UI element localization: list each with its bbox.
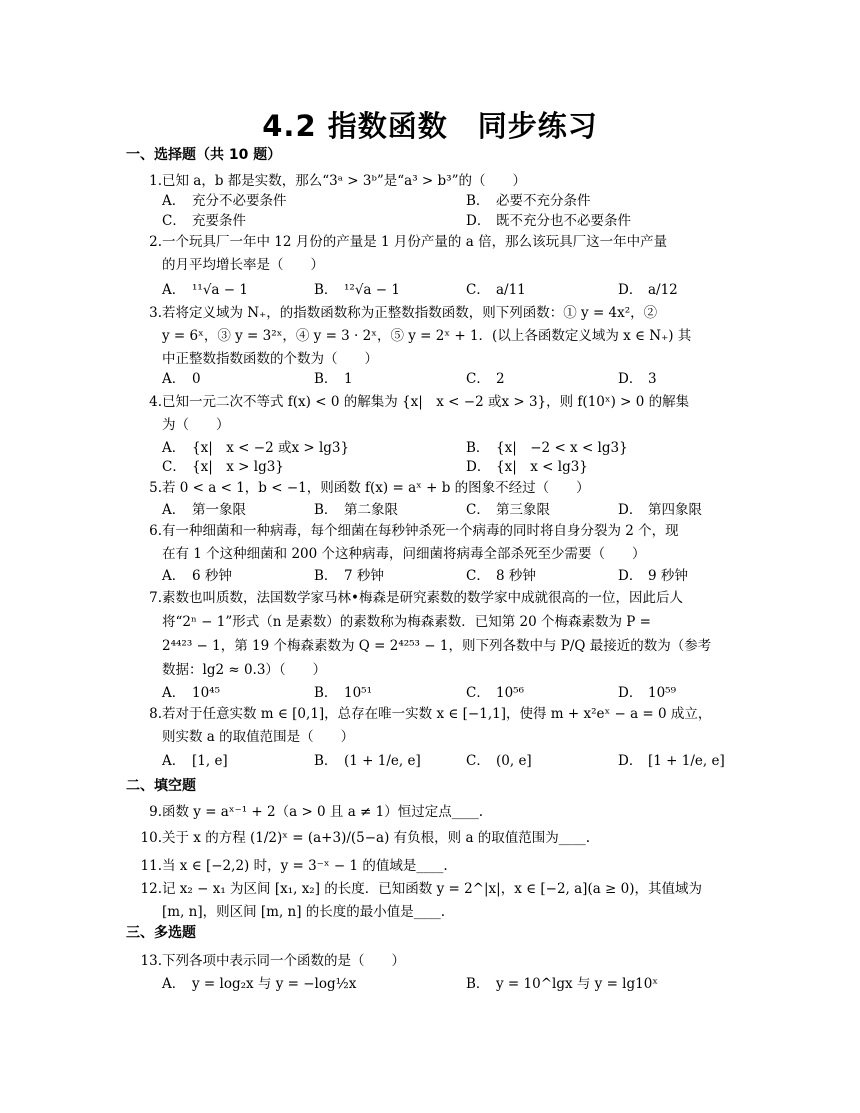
question-number: 2. — [149, 234, 162, 250]
question-text-line: 记 x₂ − x₁ 为区间 [x₁, x₂] 的长度．已知函数 y = 2^|x|，x ∈ [−2, a](a ≥ 0)，其值域为 — [162, 881, 703, 897]
option-letter: A． — [162, 282, 186, 298]
section-heading-multiple-choice: 一、选择题（共 10 题） — [126, 147, 282, 163]
question-text-line: y = 6ˣ，③ y = 3²ˣ，④ y = 3 · 2ˣ，⑤ y = 2ˣ + 1．(以上各函数定义域为 x ∈ N₊) 其 — [162, 328, 692, 344]
question-text-line: 函数 y = aˣ⁻¹ + 2（a > 0 且 a ≠ 1）恒过定点____. — [162, 804, 484, 820]
question-number: 11. — [140, 858, 162, 874]
question-text-line: 一个玩具厂一年中 12 月份的产量是 1 月份产量的 a 倍，那么该玩具厂这一年中产量 — [162, 234, 668, 250]
option-letter: C． — [466, 685, 490, 701]
option-d[interactable] — [618, 567, 688, 585]
option-letter: A． — [162, 371, 186, 387]
option-c[interactable] — [162, 212, 246, 230]
option-letter: C． — [162, 213, 186, 229]
section-heading-multi-select: 三、多选题 — [126, 925, 196, 941]
option-text: 7 秒钟 — [344, 568, 384, 584]
option-text: {x| −2 < x < lg3} — [496, 440, 628, 456]
option-letter: B． — [466, 193, 490, 209]
page-title: 4.2 指数函数 同步练习 — [262, 109, 598, 143]
option-text: 第四象限 — [648, 502, 702, 518]
option-c[interactable] — [466, 567, 536, 585]
option-a[interactable] — [162, 281, 248, 299]
option-c[interactable] — [466, 752, 532, 770]
option-text: a/11 — [496, 282, 526, 298]
question-text-line: 2⁴⁴²³ − 1，第 19 个梅森素数为 Q = 2⁴²⁵³ − 1，则下列各数中与 P/Q 最接近的数为（参考 — [162, 638, 712, 654]
option-letter: B． — [314, 371, 338, 387]
option-letter: B． — [314, 568, 338, 584]
option-text: 0 — [192, 371, 201, 387]
option-letter: A． — [162, 193, 186, 209]
option-text: 第三象限 — [496, 502, 550, 518]
option-letter: A． — [162, 976, 186, 992]
option-a[interactable] — [162, 501, 246, 519]
option-letter: C． — [466, 371, 490, 387]
option-b[interactable] — [314, 370, 353, 388]
option-letter: D． — [618, 282, 643, 298]
question-number: 3. — [149, 305, 162, 321]
option-c[interactable] — [466, 281, 526, 299]
option-letter: B． — [314, 685, 338, 701]
option-letter: B． — [314, 753, 338, 769]
option-b[interactable] — [466, 975, 658, 993]
question-number: 13. — [140, 953, 162, 969]
option-text: {x| x < lg3} — [496, 459, 588, 475]
option-letter: A． — [162, 685, 186, 701]
question-text-line: 下列各项中表示同一个函数的是（ ） — [162, 953, 405, 969]
option-text: {x| x > lg3} — [192, 459, 284, 475]
option-letter: C． — [466, 753, 490, 769]
question-text-line: 数据：lg2 ≈ 0.3）（ ） — [162, 662, 327, 678]
option-a[interactable] — [162, 192, 287, 210]
option-text: {x| x < −2 或x > lg3} — [192, 440, 350, 456]
question-text-line: 已知一元二次不等式 f(x) < 0 的解集为 {x| x < −2 或x > 3}，则 f(10ˣ) > 0 的解集 — [162, 394, 690, 410]
question-text-line: 关于 x 的方程 (1/2)ˣ = (a+3)/(5−a) 有负根，则 a 的取值范围为____. — [162, 830, 591, 846]
option-letter: B． — [466, 976, 490, 992]
option-c[interactable] — [466, 370, 505, 388]
option-a[interactable] — [162, 567, 232, 585]
question-text-line: 若对于任意实数 m ∈ [0,1]，总存在唯一实数 x ∈ [−1,1]，使得 m + x²eˣ − a = 0 成立， — [162, 706, 712, 722]
option-letter: C． — [162, 459, 186, 475]
option-text: 充分不必要条件 — [192, 193, 287, 209]
option-letter: A． — [162, 440, 186, 456]
option-letter: C． — [466, 568, 490, 584]
option-a[interactable] — [162, 975, 356, 993]
option-text: 第二象限 — [344, 502, 398, 518]
question-text-line: 的月平均增长率是（ ） — [162, 257, 324, 273]
option-d[interactable] — [618, 501, 702, 519]
question-text-line: 为（ ） — [162, 417, 230, 433]
option-b[interactable] — [466, 439, 628, 457]
option-b[interactable] — [314, 501, 398, 519]
option-text: 8 秒钟 — [496, 568, 536, 584]
section-heading-fill-blank: 二、填空题 — [126, 778, 196, 794]
question-text-line: 中正整数指数函数的个数为（ ） — [162, 351, 378, 367]
option-letter: A． — [162, 502, 186, 518]
option-text: y = 10^lgx 与 y = lg10ˣ — [496, 976, 659, 992]
question-text-line: 当 x ∈ [−2,2) 时，y = 3⁻ˣ − 1 的值域是____. — [162, 858, 448, 874]
question-number: 12. — [140, 881, 162, 897]
option-d[interactable] — [618, 684, 676, 702]
option-letter: D． — [466, 459, 491, 475]
option-letter: D． — [618, 685, 643, 701]
option-c[interactable] — [466, 684, 524, 702]
option-d[interactable] — [618, 752, 725, 770]
option-letter: D． — [618, 502, 643, 518]
option-letter: D． — [618, 568, 643, 584]
option-letter: D． — [466, 213, 491, 229]
question-text-line: [m, n]，则区间 [m, n] 的长度的最小值是____. — [162, 904, 446, 920]
option-text: 必要不充分条件 — [496, 193, 591, 209]
option-d[interactable] — [466, 458, 588, 476]
option-c[interactable] — [162, 458, 284, 476]
option-d[interactable] — [618, 281, 678, 299]
option-letter: B． — [314, 282, 338, 298]
option-letter: D． — [618, 753, 643, 769]
option-text: 10⁵¹ — [344, 685, 373, 701]
option-a[interactable] — [162, 752, 228, 770]
option-c[interactable] — [466, 501, 550, 519]
option-letter: C． — [466, 502, 490, 518]
option-b[interactable] — [314, 752, 421, 770]
question-text-line: 将“2ⁿ − 1”形式（n 是素数）的素数称为梅森素数．已知第 20 个梅森素数为 P = — [162, 614, 651, 630]
question-number: 8. — [149, 706, 162, 722]
question-text-line: 素数也叫质数，法国数学家马林•梅森是研究素数的数学家中成就很高的一位，因此后人 — [162, 590, 683, 606]
question-text-line: 若 0 < a < 1，b < −1，则函数 f(x) = aˣ + b 的图象不经过（ ） — [162, 480, 590, 496]
question-number: 9. — [149, 804, 162, 820]
option-letter: B． — [314, 502, 338, 518]
question-number: 6. — [149, 523, 162, 539]
option-letter: A． — [162, 568, 186, 584]
option-a[interactable] — [162, 370, 201, 388]
option-text: 2 — [496, 371, 505, 387]
option-text: (0, e] — [496, 753, 532, 769]
option-b[interactable] — [314, 684, 372, 702]
option-d[interactable] — [466, 212, 631, 230]
option-text: 既不充分也不必要条件 — [496, 213, 631, 229]
option-text: ¹²√a − 1 — [344, 282, 400, 298]
option-letter: D． — [618, 371, 643, 387]
option-d[interactable] — [618, 370, 657, 388]
option-b[interactable] — [466, 192, 591, 210]
option-b[interactable] — [314, 567, 384, 585]
question-text-line: 在有 1 个这种细菌和 200 个这种病毒，问细菌将病毒全部杀死至少需要（ ） — [162, 546, 646, 562]
option-text: 10⁵⁹ — [648, 685, 677, 701]
option-text: [1 + 1/e, e] — [648, 753, 725, 769]
option-text: 3 — [648, 371, 657, 387]
option-a[interactable] — [162, 684, 220, 702]
option-text: a/12 — [648, 282, 678, 298]
option-text: 6 秒钟 — [192, 568, 232, 584]
option-letter: B． — [466, 440, 490, 456]
question-text-line: 若将定义域为 N₊，的指数函数称为正整数指数函数，则下列函数：① y = 4x²，② — [162, 305, 658, 321]
option-text: (1 + 1/e, e] — [344, 753, 421, 769]
option-text: 9 秒钟 — [648, 568, 688, 584]
option-text: 第一象限 — [192, 502, 246, 518]
option-text: 充要条件 — [192, 213, 246, 229]
option-text: ¹¹√a − 1 — [192, 282, 248, 298]
question-number: 10. — [140, 830, 162, 846]
option-a[interactable] — [162, 439, 349, 457]
question-text-line: 有一种细菌和一种病毒，每个细菌在每秒钟杀死一个病毒的同时将自身分裂为 2 个，现 — [162, 523, 679, 539]
option-text: 10⁴⁵ — [192, 685, 221, 701]
option-text: y = log₂x 与 y = −log½x — [192, 976, 357, 992]
question-number: 4. — [149, 394, 162, 410]
option-letter: A． — [162, 753, 186, 769]
question-number: 7. — [149, 590, 162, 606]
question-number: 5. — [149, 480, 162, 496]
option-b[interactable] — [314, 281, 400, 299]
question-number: 1. — [149, 173, 162, 189]
option-letter: C． — [466, 282, 490, 298]
option-text: 1 — [344, 371, 353, 387]
option-text: [1, e] — [192, 753, 228, 769]
question-text-line: 则实数 a 的取值范围是（ ） — [162, 729, 355, 745]
question-text-line: 已知 a，b 都是实数，那么“3ᵃ > 3ᵇ”是“a³ > b³”的（ ） — [162, 173, 526, 189]
option-text: 10⁵⁶ — [496, 685, 525, 701]
